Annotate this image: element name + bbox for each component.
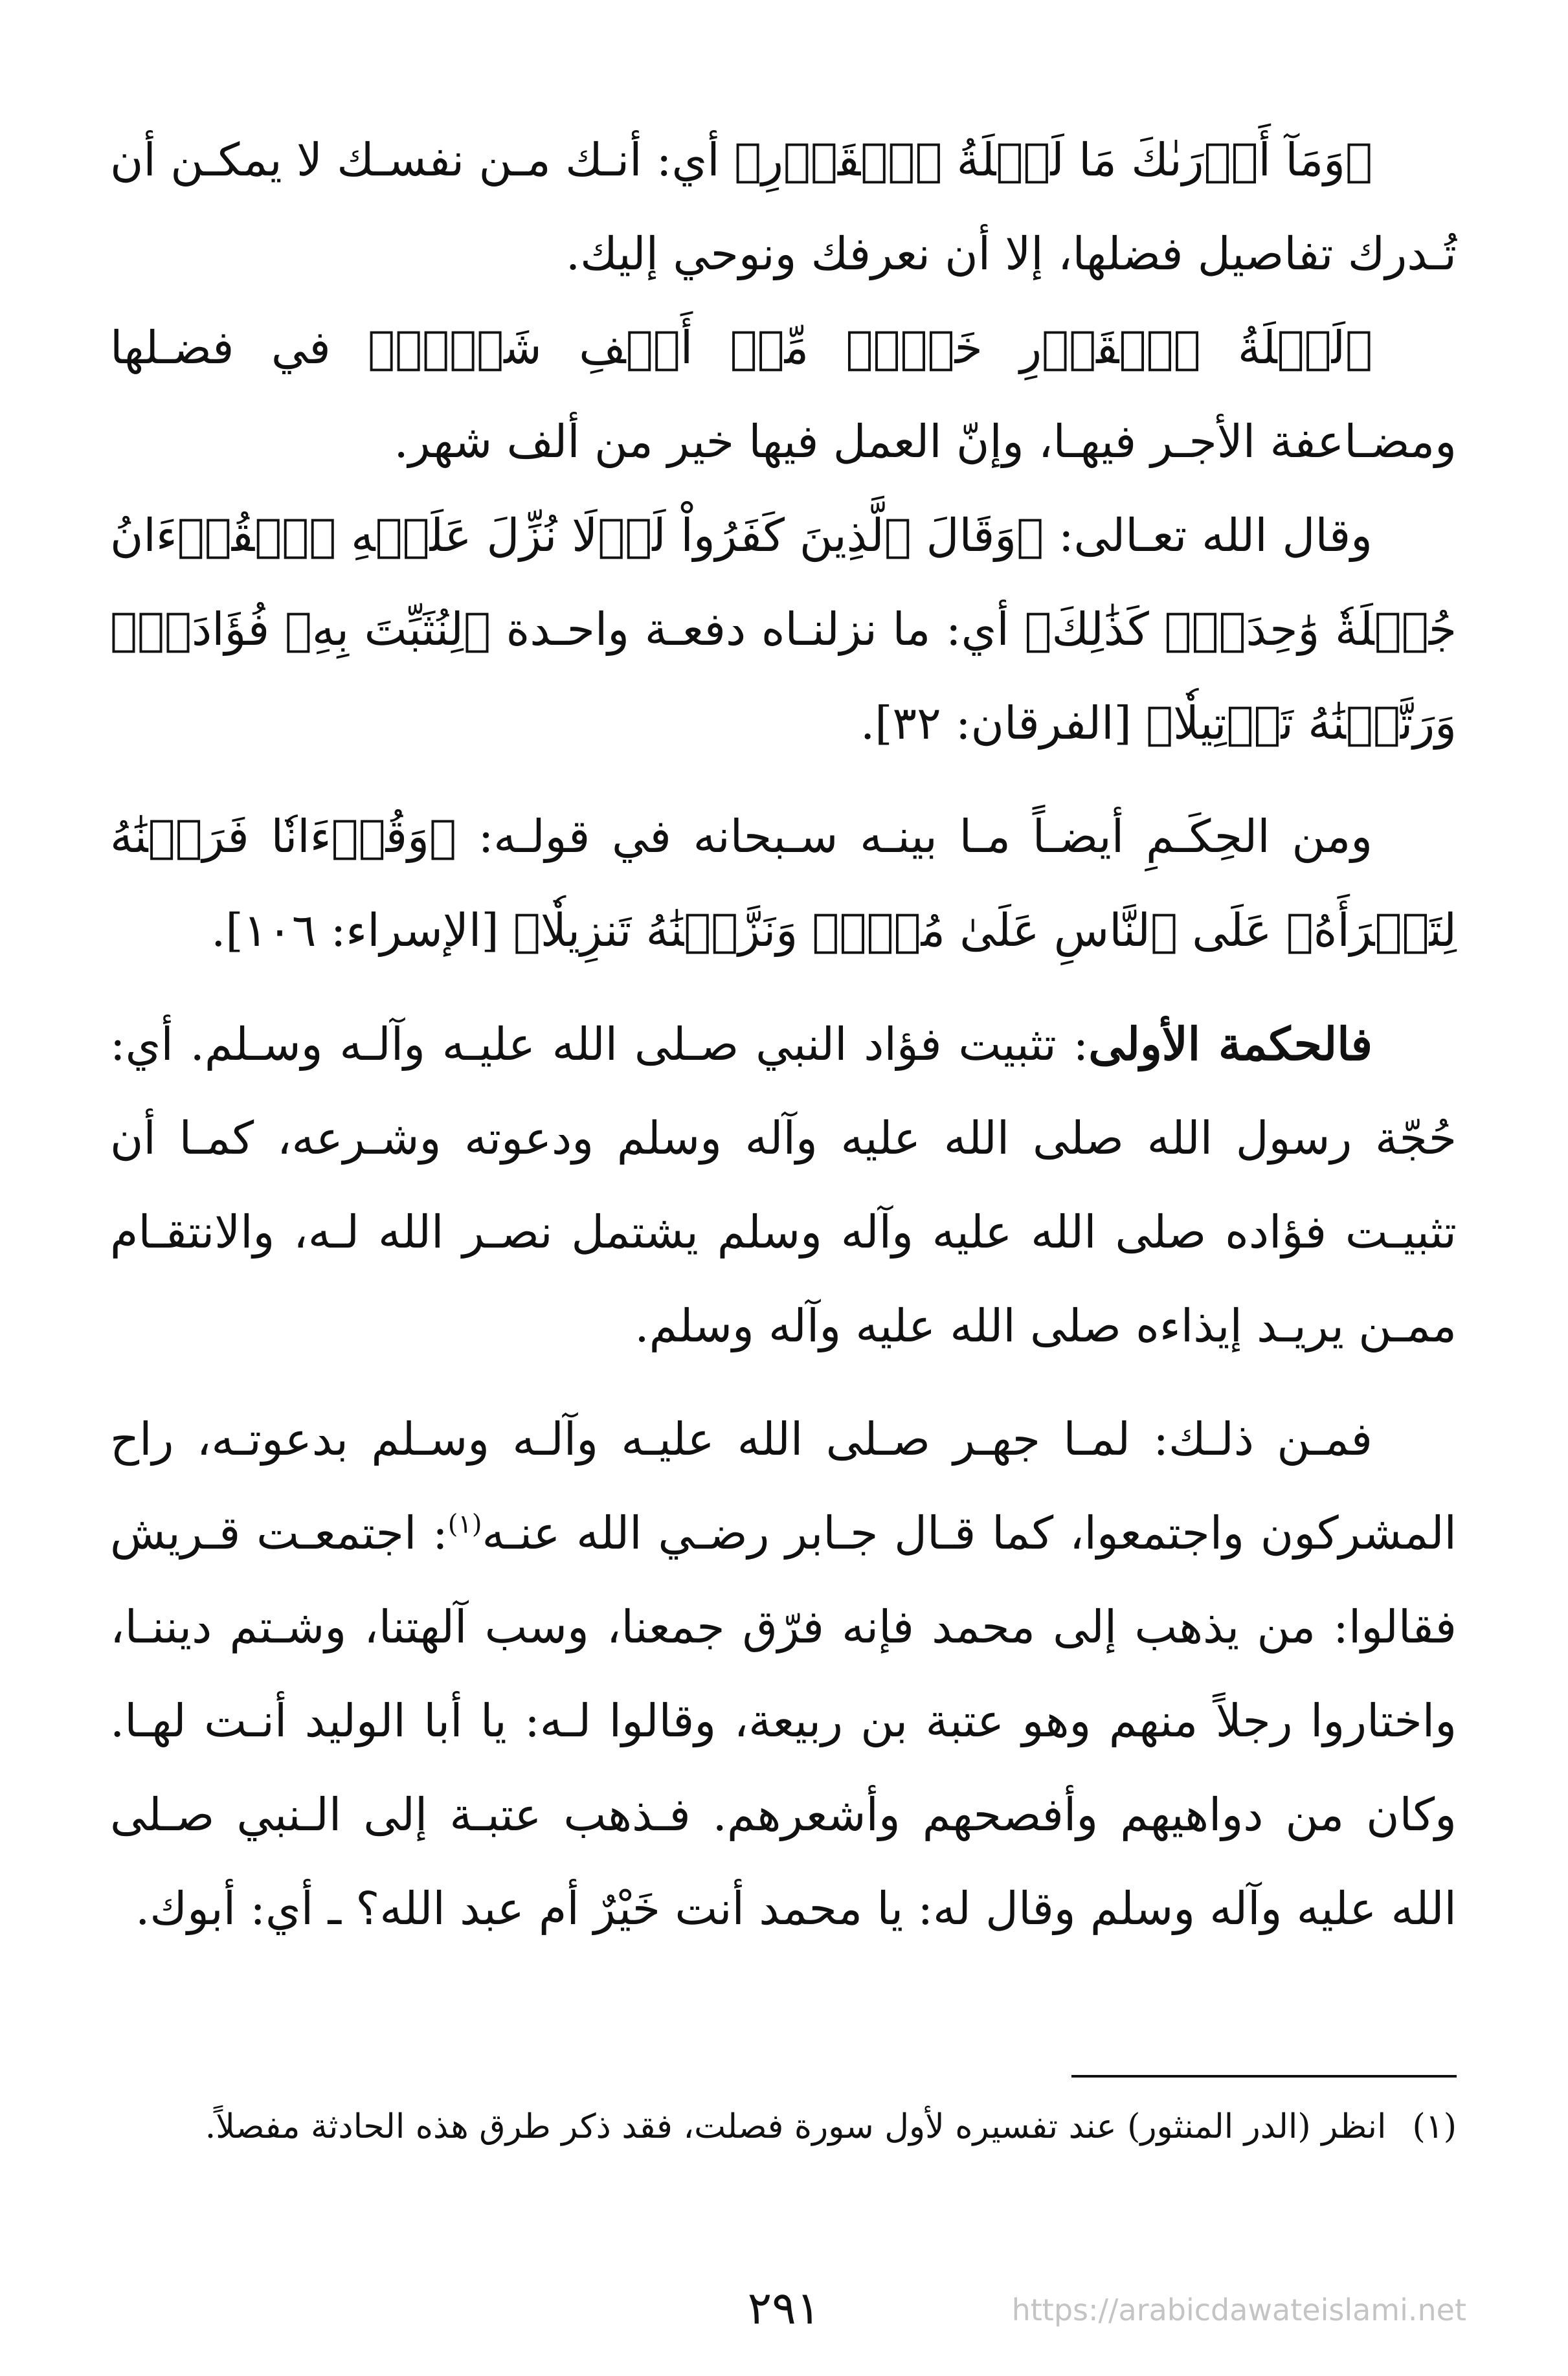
paragraph-first-wisdom (110, 997, 1457, 1373)
story-text-before: فمـن ذلـك: لمـا جهـر صـلى الله عليـه وآلـه وسـلم بدعوتـه، راح المشركون واجتمعوا، كما قـال جـابر رضـي الله عنـه (110, 1413, 1457, 1560)
paragraph-laylat-al-qadr-knowledge: ﴿وَمَآ أَدۡرَىٰكَ مَا لَيۡلَةُ ٱلۡقَدۡرِ﴾ أي: أنـك مـن نفسـك لا يمكـن أن تُـدرك تفاصيل فضلها، إلا أن نعرفك ونوحي إليك. (110, 133, 1457, 280)
footnote (110, 2094, 1457, 2159)
footnote-divider (1071, 2075, 1457, 2078)
footnote-number: (١) (1412, 2107, 1457, 2146)
website-watermark: https://arabicdawateislami.net (1011, 2292, 1466, 2327)
main-text (110, 113, 1457, 1956)
first-wisdom-text: : تثبيت فؤاد النبي صـلى الله عليـه وآلـه وسـلم. أي: حُجّة رسول الله صلى الله عليه وآله وسلم ودعوته وشـرعه، كمـا أن تثبيـت فؤاده صلى الله عليه وآله وسلم يشتمل نصـر الله لـه، والانتقـام ممـن يريـد إيذاءه صلى الله عليه وآله وسلم. (110, 1018, 1457, 1352)
first-wisdom-heading: فالحكمة الأولى (1088, 1017, 1372, 1071)
story-text-after: : اجتمعـت قـريش فقالوا: من يذهب إلى محمد فإنه فرّق جمعنا، وسب آلهتنا، وشـتم ديننـا، واختاروا رجلاً منهم وهو عتبة بن ربيعة، وقالوا لـه: يا أبا الوليد أنـت لهـا. وكان من دواهيهم وأفصحهم وأشعرهم. فـذهب عتبـة إلى الـنبي صـلى الله عليه وآله وسلم وقال له: يا محمد أنت خَيْرٌ أم عبد الله؟ ـ أي: أبوك. (110, 1507, 1457, 1935)
page-number: ٢٩١ (747, 2281, 821, 2335)
paragraph-al-furqan-verse: وقال الله تعـالى: ﴿وَقَالَ ٱلَّذِينَ كَفَرُواْ لَوۡلَا نُزِّلَ عَلَيۡهِ ٱلۡقُرۡءَانُ جُمۡلَةٗ وَٰحِدَةٗۚ كَذَٰلِكَ﴾ أي: ما نزلنـاه دفعـة واحـدة ﴿لِنُثَبِّتَ بِهِۦ فُؤَادَكَۖ وَرَتَّلۡنَٰهُ تَرۡتِيلٗا﴾ [الفرقان: ٣٢]. (110, 509, 1457, 750)
footnote-text: انظر (الدر المنثور) عند تفسيره لأول سورة فصلت، فقد ذكر طرق هذه الحادثة مفصلاً. (205, 2107, 1387, 2146)
paragraph-al-isra-verse: ومن الحِكَـمِ أيضـاً مـا بينـه سـبحانه في قولـه: ﴿وَقُرۡءَانٗا فَرَقۡنَٰهُ لِتَقۡرَأَهُۥ عَلَى ٱلنَّاسِ عَلَىٰ مُكۡثٖ وَنَزَّلۡنَٰهُ تَنزِيلٗا﴾ [الإسراء: ١٠٦]. (110, 810, 1457, 957)
paragraph-better-than-thousand-months: ﴿لَيۡلَةُ ٱلۡقَدۡرِ خَيۡرٞ مِّنۡ أَلۡفِ شَهۡرٖ﴾ في فضـلها ومضـاعفة الأجـر فيهـا، وإنّ العمل فيها خير من ألف شهر. (110, 321, 1457, 468)
footnote-reference[interactable]: (١) (447, 1509, 482, 1540)
paragraph-quraysh-story (110, 1393, 1457, 1956)
